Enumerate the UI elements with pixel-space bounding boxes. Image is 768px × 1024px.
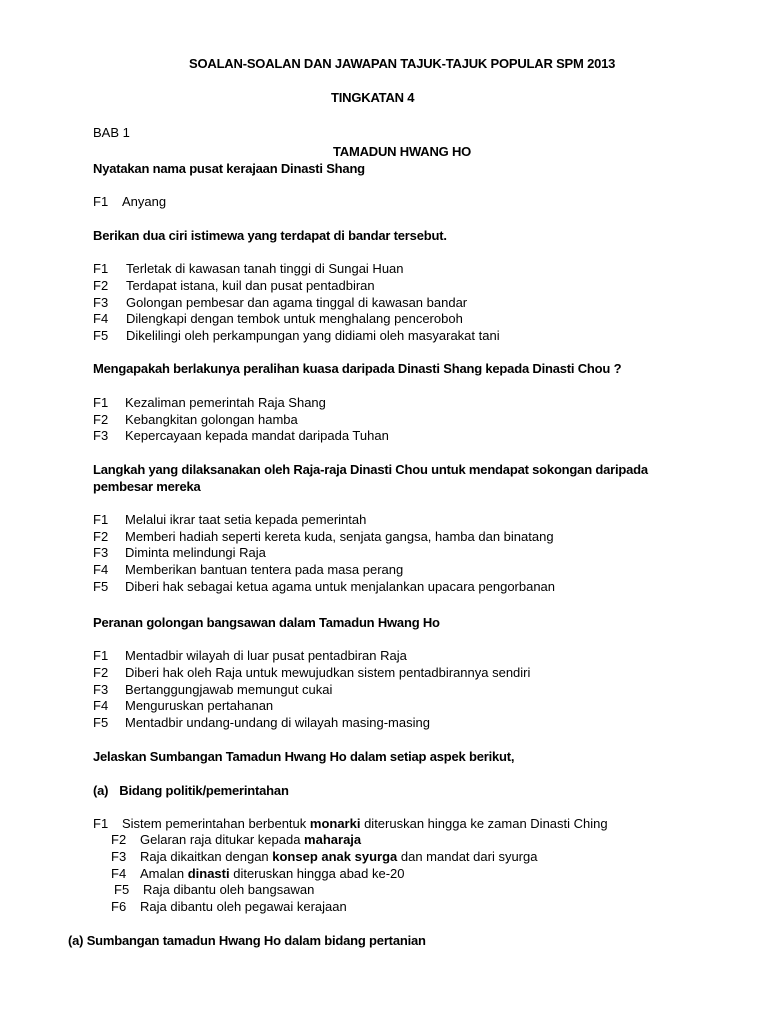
answer-text: Melalui ikrar taat setia kepada pemerintah — [125, 512, 367, 527]
answer-code: F3 — [93, 545, 109, 560]
answer-text: Dilengkapi dengan tembok untuk menghalang penceroboh — [126, 311, 463, 326]
answer-text: Anyang — [122, 194, 167, 209]
answer-text: diteruskan hingga abad ke-20 — [229, 866, 405, 881]
document-title: SOALAN-SOALAN DAN JAWAPAN TAJUK-TAJUK POPULAR SPM 2013 — [189, 56, 616, 71]
chapter-label: BAB 1 — [93, 125, 130, 140]
answer-code: F2 — [111, 832, 127, 847]
answer-code: F2 — [93, 412, 109, 427]
sub-question-label: (a) — [93, 783, 109, 798]
answer-text: Dikelilingi oleh perkampungan yang didiami oleh masyarakat tani — [126, 328, 500, 343]
answer-text: Kezaliman pemerintah Raja Shang — [125, 395, 326, 410]
answer-text: Sistem pemerintahan berbentuk — [122, 816, 310, 831]
answer-text: Memberikan bantuan tentera pada masa perang — [125, 562, 404, 577]
sub-question-a — [93, 783, 289, 799]
answer-text: Raja dibantu oleh pegawai kerajaan — [140, 899, 347, 914]
form-level: TINGKATAN 4 — [331, 90, 415, 105]
answer-code: F5 — [114, 882, 130, 897]
answer-code: F3 — [111, 849, 127, 864]
answer-text: Bertanggungjawab memungut cukai — [125, 682, 333, 697]
answer-code: F4 — [93, 562, 109, 577]
answer-code: F1 — [93, 816, 109, 831]
answer-code: F3 — [93, 295, 109, 310]
answer-code: F2 — [93, 665, 109, 680]
answer-text: Raja dikaitkan dengan — [140, 849, 273, 864]
answer-text: dan mandat dari syurga — [397, 849, 538, 864]
answer-text: Kebangkitan golongan hamba — [125, 412, 298, 427]
question-3: Mengapakah berlakunya peralihan kuasa daripada Dinasti Shang kepada Dinasti Chou ? — [93, 361, 622, 376]
answer-text: Terdapat istana, kuil dan pusat pentadbiran — [126, 278, 375, 293]
answer-code: F2 — [93, 278, 109, 293]
question-5: Peranan golongan bangsawan dalam Tamadun Hwang Ho — [93, 615, 440, 630]
answer-text: Menguruskan pertahanan — [125, 698, 274, 713]
answer-text: Golongan pembesar dan agama tinggal di kawasan bandar — [126, 295, 468, 310]
answer-text: Raja dibantu oleh bangsawan — [143, 882, 315, 897]
question-6: Jelaskan Sumbangan Tamadun Hwang Ho dalam setiap aspek berikut, — [93, 749, 515, 764]
answer-code: F4 — [93, 311, 109, 326]
answer-code: F1 — [93, 194, 109, 209]
answer-text: Gelaran raja ditukar kepada — [140, 832, 305, 847]
answer-code: F1 — [93, 395, 109, 410]
answer-code: F5 — [93, 328, 109, 343]
question-4-line-2: pembesar mereka — [93, 479, 201, 494]
answer-code: F1 — [93, 648, 109, 663]
answer-code: F3 — [93, 682, 109, 697]
answer-text: Diberi hak oleh Raja untuk mewujudkan sistem pentadbirannya sendiri — [125, 665, 531, 680]
answer-text: Mentadbir wilayah di luar pusat pentadbiran Raja — [125, 648, 407, 663]
answer-text: Mentadbir undang-undang di wilayah masing-masing — [125, 715, 430, 730]
answer-code: F4 — [111, 866, 127, 881]
answer-code: F2 — [93, 529, 109, 544]
answer-text: Terletak di kawasan tanah tinggi di Sungai Huan — [126, 261, 404, 276]
answer-keyword: dinasti — [187, 866, 230, 881]
answer-code: F4 — [93, 698, 109, 713]
answer-keyword: monarki — [309, 816, 361, 831]
section-heading: (a) Sumbangan tamadun Hwang Ho dalam bidang pertanian — [68, 933, 426, 948]
answer-text: Memberi hadiah seperti kereta kuda, senjata gangsa, hamba dan binatang — [125, 529, 554, 544]
question-1: Nyatakan nama pusat kerajaan Dinasti Shang — [93, 161, 365, 176]
answer-code: F5 — [93, 715, 109, 730]
answer-code: F3 — [93, 428, 109, 443]
sub-question-title: Bidang politik/pemerintahan — [119, 783, 289, 798]
answer-code: F6 — [111, 899, 127, 914]
question-4-line-1: Langkah yang dilaksanakan oleh Raja-raja Dinasti Chou untuk mendapat sokongan daripada — [93, 462, 648, 477]
answer-text: Diminta melindungi Raja — [125, 545, 266, 560]
answer-code: F5 — [93, 579, 109, 594]
answer-code: F1 — [93, 512, 109, 527]
answer-text: Amalan — [140, 866, 188, 881]
answer-code: F1 — [93, 261, 109, 276]
chapter-topic: TAMADUN HWANG HO — [333, 144, 472, 159]
answer-text: Kepercayaan kepada mandat daripada Tuhan — [125, 428, 389, 443]
answer-keyword: maharaja — [304, 832, 362, 847]
answer-text: diteruskan hingga ke zaman Dinasti Ching — [360, 816, 608, 831]
question-2: Berikan dua ciri istimewa yang terdapat di bandar tersebut. — [93, 228, 447, 243]
answer-keyword: konsep anak syurga — [272, 849, 398, 864]
answer-text: Diberi hak sebagai ketua agama untuk menjalankan upacara pengorbanan — [125, 579, 556, 594]
